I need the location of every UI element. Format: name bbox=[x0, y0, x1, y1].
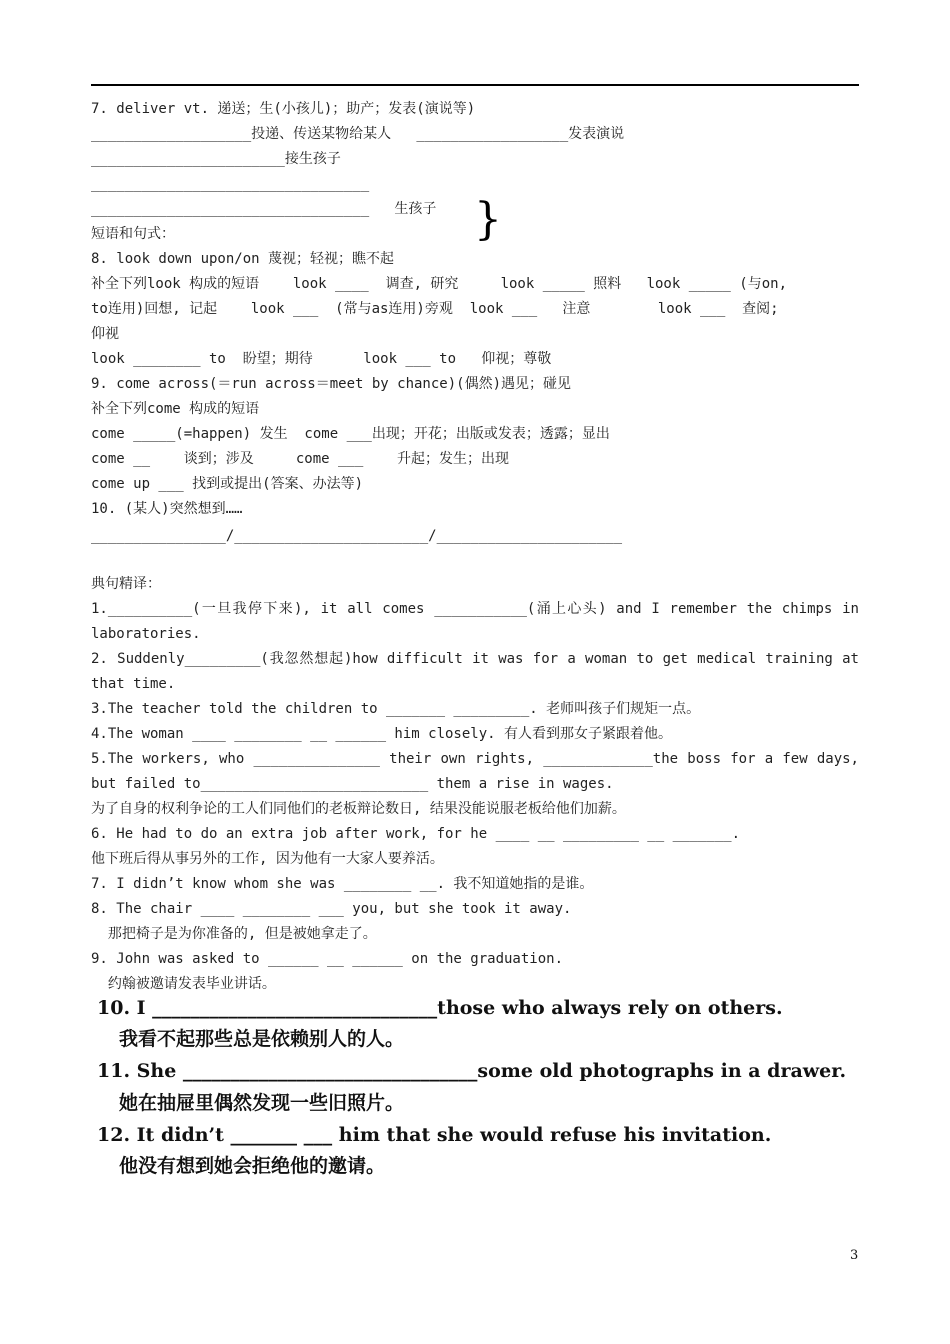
section-heading-phrases: 短语和句式： bbox=[91, 226, 175, 242]
come-phrases-heading: 补全下列come 构成的短语 bbox=[91, 401, 260, 417]
sentence-9-translation: 约翰被邀请发表毕业讲话。 bbox=[91, 976, 276, 992]
sentence-6-translation: 他下班后得从事另外的工作, 因为他有一大家人要养活。 bbox=[91, 851, 444, 867]
brace-mark: } bbox=[474, 194, 502, 245]
sentence-7: 7. I didn’t know whom she was ________ __. 我不知道她指的是谁。 bbox=[91, 876, 594, 892]
sentence-1: 1.__________(一旦我停下来), it all comes ___________(涌上心头) and I remember the chimps in bbox=[91, 601, 859, 617]
item-9-come-across: 9. come across(＝run across＝meet by chance)(偶然)遇见；碰见 bbox=[91, 376, 572, 392]
page-number: 3 bbox=[850, 1248, 859, 1263]
item-7-deliver: 7. deliver vt. 递送；生(小孩儿)；助产；发表(演说等) bbox=[91, 101, 476, 117]
deliver-blank-line: _________________________________ 生孩子 bbox=[91, 201, 437, 217]
look-phrases-line: look ________ to 盼望；期待 look ___ to 仰视；尊敬 bbox=[91, 351, 552, 367]
bold-sentence-12-translation: 他没有想到她会拒绝他的邀请。 bbox=[119, 1155, 386, 1177]
item-10-blanks: ________________/_______________________/______________________ bbox=[91, 528, 623, 544]
item-8-look-down: 8. look down upon/on 蔑视；轻视；瞧不起 bbox=[91, 251, 395, 267]
deliver-blank-line: _______________________接生孩子 bbox=[91, 151, 341, 167]
deliver-blank-line: ___________________投递、传送某物给某人 __________________发表演说 bbox=[91, 126, 625, 142]
come-phrases-line: come __ 谈到；涉及 come ___ 升起；发生；出现 bbox=[91, 451, 510, 467]
sentence-8: 8. The chair ____ ________ ___ you, but she took it away. bbox=[91, 901, 572, 917]
sentence-2: 2. Suddenly_________(我忽然想起)how difficult it was for a woman to get medical training at bbox=[91, 651, 859, 667]
section-heading-sentences: 典句精译： bbox=[91, 576, 161, 592]
sentence-1-cont: laboratories. bbox=[91, 626, 201, 642]
look-phrases-line: 补全下列look 构成的短语 look ____ 调查, 研究 look _____ 照料 look _____ (与on, bbox=[91, 276, 788, 292]
sentence-8-translation: 那把椅子是为你准备的, 但是被她拿走了。 bbox=[91, 926, 377, 942]
bold-sentence-10: 10. I ______________________________those who always rely on others. bbox=[97, 997, 783, 1019]
bold-sentence-12: 12. It didn’t _______ ___ him that she would refuse his invitation. bbox=[97, 1124, 772, 1146]
header-rule bbox=[91, 84, 859, 86]
sentence-9: 9. John was asked to ______ __ ______ on the graduation. bbox=[91, 951, 564, 967]
bold-sentence-10-translation: 我看不起那些总是依赖别人的人。 bbox=[119, 1028, 405, 1050]
look-phrases-line: 仰视 bbox=[91, 326, 119, 342]
bold-sentence-11-translation: 她在抽屉里偶然发现一些旧照片。 bbox=[119, 1092, 405, 1114]
item-10-heading: 10. (某人)突然想到…… bbox=[91, 501, 243, 517]
deliver-blank-line: _________________________________ bbox=[91, 176, 370, 192]
sentence-5-cont: but failed to___________________________ them a rise in wages. bbox=[91, 776, 614, 792]
bold-sentence-11: 11. She _______________________________some old photographs in a drawer. bbox=[97, 1060, 847, 1082]
sentence-2-cont: that time. bbox=[91, 676, 176, 692]
sentence-5-translation: 为了自身的权利争论的工人们同他们的老板辩论数日, 结果没能说服老板给他们加薪。 bbox=[91, 801, 626, 817]
sentence-4: 4.The woman ____ ________ __ ______ him closely. 有人看到那女子紧跟着他。 bbox=[91, 726, 673, 742]
look-phrases-line: to连用)回想, 记起 look ___ (常与as连用)旁观 look ___ 注意 look ___ 查阅; bbox=[91, 301, 779, 317]
come-phrases-line: come _____(=happen) 发生 come ___出现；开花；出版或发表；透露；显出 bbox=[91, 426, 610, 442]
sentence-6: 6. He had to do an extra job after work, for he ____ __ _________ __ _______. bbox=[91, 826, 741, 842]
sentence-3: 3.The teacher told the children to _______ _________. 老师叫孩子们规矩一点。 bbox=[91, 701, 701, 717]
sentence-5: 5.The workers, who _______________ their own rights, _____________the boss for a few days, bbox=[91, 751, 859, 767]
come-phrases-line: come up ___ 找到或提出(答案、办法等) bbox=[91, 476, 364, 492]
